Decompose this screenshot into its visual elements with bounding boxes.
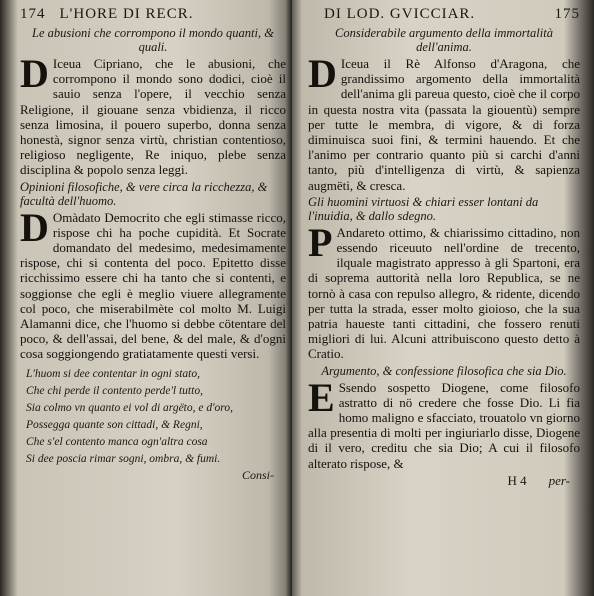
drop-cap: D <box>20 51 49 96</box>
section-paragraph <box>20 204 286 362</box>
right-page <box>292 0 594 596</box>
page-footer <box>308 473 580 489</box>
paragraph-text: Iceua Cipriano, che le abusioni, che corrompono il mondo sono dodici, cioè il sauio senza l'opere, il vecchio senza Religione, il giouane senza vbidienza, il ricco senza limosina, il pouero superbo, donna senza honestà, signor senza virtù, christian contentioso, religioso negligente, Re iniquo, plebe senza disciplina & popolo senza leggi. <box>20 56 286 178</box>
verse-line: Possegga quante son cittadi, & Regni, <box>26 418 203 431</box>
drop-cap: P <box>308 219 333 265</box>
page-number: 174 <box>20 6 46 22</box>
running-title: DI LOD. GVICCIAR. <box>324 6 476 22</box>
verse-block <box>20 366 286 468</box>
paragraph-text: Ssendo sospetto Diogene, come filosofo astratto di nö credere che fosse Dio. Li fia homo maligno e sfacciato, trouatolo vn giorno alla presentia di molti per ingiuriarlo disse, Diogene di il vero, creditu che sia Dio; A cui il filosofo alterato rispose, & <box>308 379 580 471</box>
verse-line: Sia colmo vn quanto ei vol di argëto, e d'oro, <box>26 401 233 414</box>
page-number: 175 <box>554 6 580 22</box>
catchword: per- <box>548 472 570 488</box>
running-head <box>20 4 286 24</box>
section-heading: Considerabile argumento della immortalità dell'anima. <box>335 26 553 54</box>
section-heading: Argumento, & confessione filosofica che sia Dio. <box>321 363 567 378</box>
section-paragraph <box>308 374 580 471</box>
drop-cap: E <box>308 374 335 420</box>
section-heading: Le abusioni che corrompono il mondo quanti, & quali. <box>32 26 274 54</box>
paragraph-text: Omàdato Democrito che egli stimasse ricco, rispose chi ha poche cupidità. Et Socrate domandato del medesimo, medesimamente rispose, chi si contenta del poco. Epitetto disse ricchissimo essere chi ha tanto che si contenti, e soggionse che egli è meglio viuere allegramente col poco, che miserabilmète col molto M. Luigi Alamanni dice, che l'huomo si debbe cötentare del poco, & dell'assai, del bene, & del male, & d'ogni cosa soggiongendo gratiatamente questi versi. <box>20 209 286 362</box>
catchword: Consi- <box>241 467 274 482</box>
section-paragraph <box>20 51 286 178</box>
paragraph-text: Iceua il Rè Alfonso d'Aragona, che grandissimo argomento della immortalità dell'anima gli pareua questo, cioè che il corpo in questa nostra vita (passata la giouentù) sempre per tutte le membra, di vigore, & di forza diminuisca suoi fini, & termini hauendo. Et che l'animo per contrario quanto più si carchi d'anni tanto, più d'intelligenza di virtù, & sapienza augmëti, & cresca. <box>308 56 580 193</box>
running-title: L'HORE DI RECR. <box>59 6 194 22</box>
verse-line: L'huom si dee contentar in ogni stato, <box>26 367 200 380</box>
drop-cap: D <box>308 51 337 96</box>
signature-mark: H 4 <box>507 472 527 488</box>
verse-line: Che s'el contento manca ogn'altra cosa <box>26 435 208 448</box>
running-head <box>308 4 580 24</box>
paragraph-text: Andareto ottimo, & chiarissimo cittadino, non essendo riceuuto nell'ordine de trecento, ilquale magistrato appresso à gli Spartoni, era di soprema auttorità nella loro Republica, se ne tornò à casa con repulso allegro, & ridente, dicendo per tutta la strada, esser molto gioioso, che la sua patria haueste tanti cittadini, che fossero renuti migliori di lui. Alcuni attribuiscono questo detto à Cratio. <box>308 224 580 362</box>
section-heading: Gli huomini virtuosi & chiari esser lontani da l'inuidia, & dallo sdegno. <box>308 194 539 223</box>
drop-cap: D <box>20 204 49 250</box>
section-paragraph <box>308 219 580 362</box>
left-page <box>0 0 292 596</box>
verse-line: Si dee poscia rimar sogni, ombra, & fumi. <box>26 452 221 465</box>
section-paragraph <box>308 51 580 193</box>
section-heading: Opinioni filosofiche, & vere circa la ricchezza, & facultà dell'huomo. <box>20 179 268 208</box>
verse-line: Che chi perde il contento perde'l tutto, <box>26 384 203 397</box>
